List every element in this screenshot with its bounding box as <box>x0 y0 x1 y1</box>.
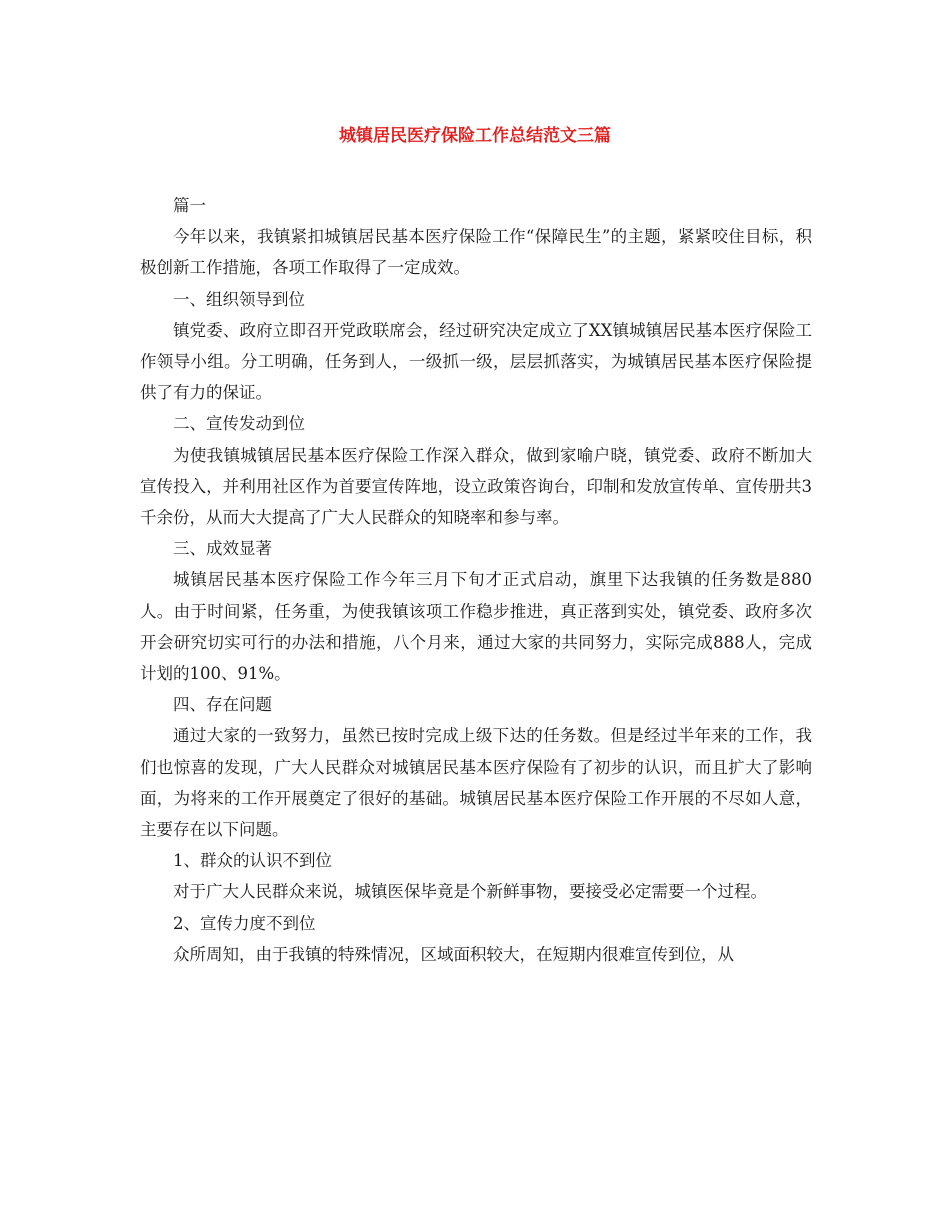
paragraph: 镇党委、政府立即召开党政联席会，经过研究决定成立了XX镇城镇居民基本医疗保险工作领导小组。分工明确，任务到人，一级抓一级，层层抓落实，为城镇居民基本医疗保险提供了有力的保证。 <box>140 320 812 403</box>
sub-heading: 1、群众的认识不到位 <box>173 851 332 871</box>
section-heading: 二、宣传发动到位 <box>173 414 305 434</box>
paragraph: 城镇居民基本医疗保险工作今年三月下旬才正式启动，旗里下达我镇的任务数是880人。由于时间紧，任务重，为使我镇该项工作稳步推进，真正落到实处，镇党委、政府多次开会研究切实可行的办法和措施，八个月来，通过大家的共同努力，实际完成888人，完成计划的100、91%。 <box>140 570 812 684</box>
paragraph: 为使我镇城镇居民基本医疗保险工作深入群众，做到家喻户晓，镇党委、政府不断加大宣传投入，并利用社区作为首要宣传阵地，设立政策咨询台，印制和发放宣传单、宣传册共3千余份，从而大大提高了广大人民群众的知晓率和参与率。 <box>140 445 812 528</box>
paragraph: 今年以来，我镇紧扣城镇居民基本医疗保险工作“保障民生”的主题，紧紧咬住目标，积极创新工作措施，各项工作取得了一定成效。 <box>140 227 812 278</box>
paragraph: 通过大家的一致努力，虽然已按时完成上级下达的任务数。但是经过半年来的工作，我们也惊喜的发现，广大人民群众对城镇居民基本医疗保险有了初步的认识，而且扩大了影响面，为将来的工作开展奠定了很好的基础。城镇居民基本医疗保险工作开展的不尽如人意，主要存在以下问题。 <box>140 726 812 840</box>
section-heading: 一、组织领导到位 <box>173 289 305 309</box>
section-heading: 三、成效显著 <box>173 539 272 559</box>
paragraph: 众所周知，由于我镇的特殊情况，区域面积较大，在短期内很难宣传到位，从 <box>173 944 734 964</box>
sub-heading: 2、宣传力度不到位 <box>173 913 316 933</box>
paragraph: 对于广大人民群众来说，城镇医保毕竟是个新鲜事物，要接受必定需要一个过程。 <box>173 882 767 902</box>
document-body <box>140 190 812 970</box>
section-heading: 篇一 <box>173 196 206 215</box>
section-heading: 四、存在问题 <box>173 695 272 715</box>
document-title: 城镇居民医疗保险工作总结范文三篇 <box>339 126 611 146</box>
